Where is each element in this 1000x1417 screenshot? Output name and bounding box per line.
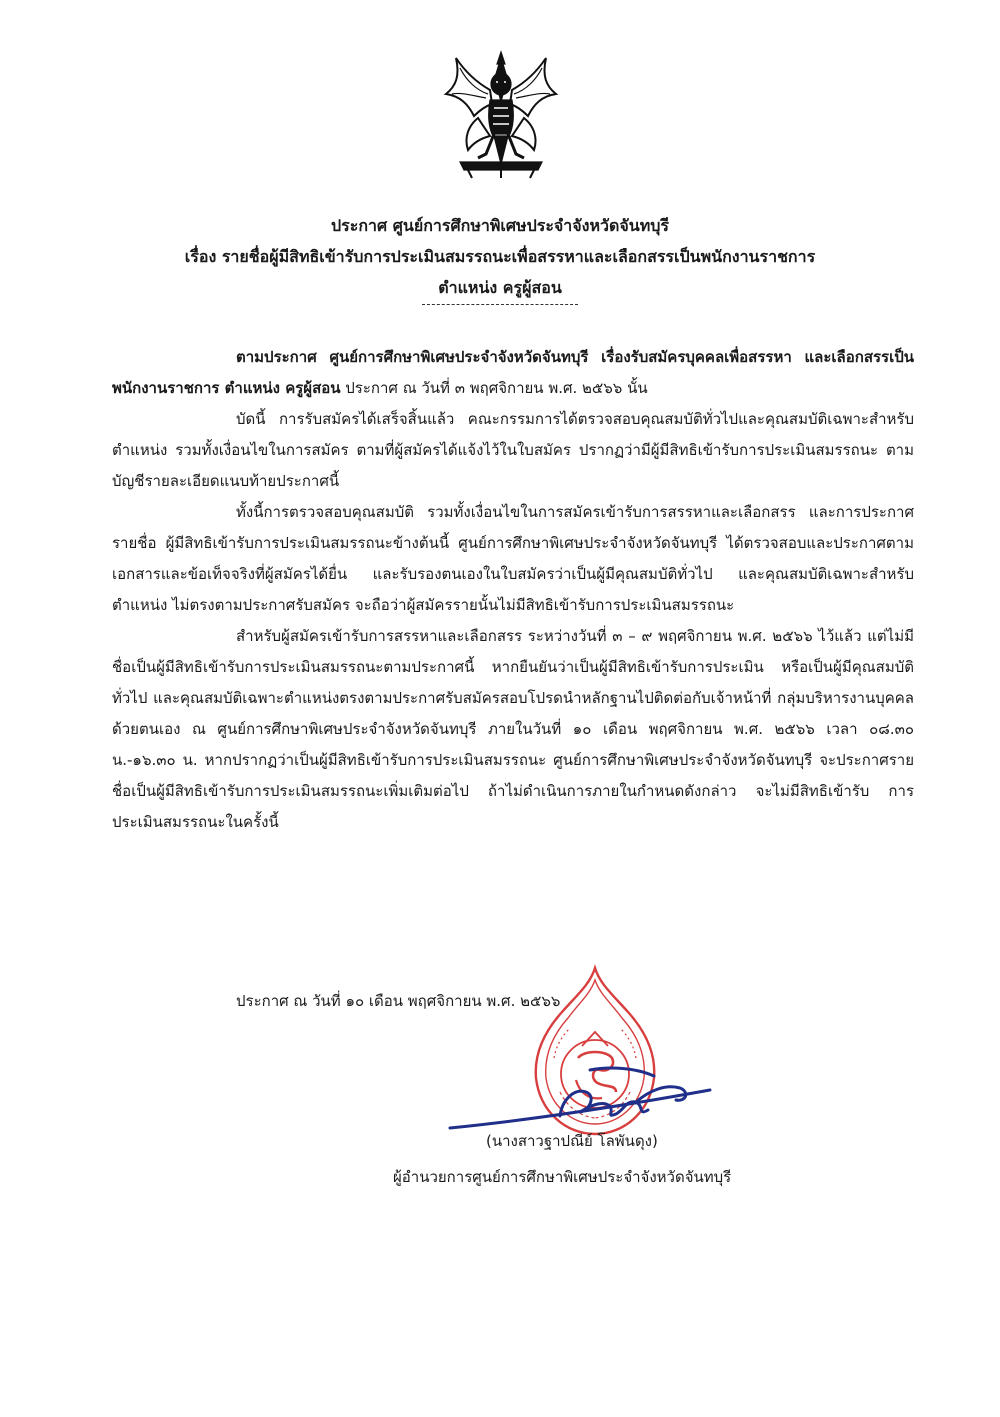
announcement-header (0, 210, 1000, 303)
signer-position: ผู้อำนวยการศูนย์การศึกษาพิเศษประจำจังหวัดจันทบุรี (393, 1168, 732, 1186)
paragraph-4: สำหรับผู้สมัครเข้ารับการสรรหาและเลือกสรร ระหว่างวันที่ ๓ – ๙ พฤศจิกายน พ.ศ. ๒๕๖๖ ไว้แล้ว แต่ไม่มีชื่อเป็นผู้มีสิทธิเข้ารับการประเมินสมรรถนะตามประกาศนี้ หากยืนยันว่าเป็นผู้มีสิทธิเข้ารับการประเมิน หรือเป็นผู้มีคุณสมบัติทั่วไป และคุณสมบัติเฉพาะตำแหน่งตรงตามประกาศรับสมัครสอบโปรดนำหลักฐานไปติดต่อกับเจ้าหน้าที่ กลุ่มบริหารงานบุคคล ด้วยตนเอง ณ ศูนย์การศึกษาพิเศษประจำจังหวัดจันทบุรี ภายในวันที่ ๑๐ เดือน พฤศจิกายน พ.ศ. ๒๕๖๖ เวลา ๐๘.๓๐ น.-๑๖.๓๐ น. หากปรากฏว่าเป็นผู้มีสิทธิเข้ารับการประเมินสมรรถนะ ศูนย์การศึกษาพิเศษประจำจังหวัดจันทบุรี จะประกาศรายชื่อเป็นผู้มีสิทธิเข้ารับการประเมินสมรรถนะเพิ่มเติมต่อไป ถ้าไม่ดำเนินการภายในกำหนดดังกล่าว จะไม่มีสิทธิเข้ารับ การประเมินสมรรถนะในครั้งนี้ (112, 627, 914, 831)
announcement-title: ประกาศ ศูนย์การศึกษาพิเศษประจำจังหวัดจันทบุรี (331, 216, 669, 235)
paragraph-1-date: ประกาศ ณ วันที่ ๓ พฤศจิกายน พ.ศ. ๒๕๖๖ นั้น (340, 379, 648, 397)
paragraph-1-bold: ตามประกาศ ศูนย์การศึกษาพิเศษประจำจังหวัดจันทบุรี เรื่องรับสมัครบุคคลเพื่อสรรหา และเลือกสรรเป็นพนักงานราชการ ตำแหน่ง ครูผู้สอน (112, 348, 914, 397)
paragraph-3: ทั้งนี้การตรวจสอบคุณสมบัติ รวมทั้งเงื่อนไขในการสมัครเข้ารับการสรรหาและเลือกสรร และการประกาศรายชื่อ ผู้มีสิทธิเข้ารับการประเมินสมรรถนะข้างต้นนี้ ศูนย์การศึกษาพิเศษประจำจังหวัดจันทบุรี ได้ตรวจสอบและประกาศตามเอกสารและข้อเท็จจริงที่ผู้สมัครได้ยื่น และรับรองตนเองในใบสมัครว่าเป็นผู้มีคุณสมบัติทั่วไป และคุณสมบัติเฉพาะสำหรับตำแหน่ง ไม่ตรงตามประกาศรับสมัคร จะถือว่าผู้สมัครรายนั้นไม่มีสิทธิเข้ารับการประเมินสมรรถนะ (112, 503, 914, 614)
garuda-emblem-icon (438, 50, 564, 180)
paragraph-2: บัดนี้ การรับสมัครได้เสร็จสิ้นแล้ว คณะกรรมการได้ตรวจสอบคุณสมบัติทั่วไปและคุณสมบัติเฉพาะสำหรับตำแหน่ง รวมทั้งเงื่อนไขในการสมัคร ตามที่ผู้สมัครได้แจ้งไว้ในใบสมัคร ปรากฏว่ามีผู้มีสิทธิเข้ารับการประเมินสมรรถนะ ตามบัญชีรายละเอียดแนบท้ายประกาศนี้ (112, 410, 914, 490)
paragraph-1 (112, 342, 914, 404)
announcement-position: ตำแหน่ง ครูผู้สอน (438, 278, 562, 297)
announcement-subject: เรื่อง รายชื่อผู้มีสิทธิเข้ารับการประเมินสมรรถนะเพื่อสรรหาและเลือกสรรเป็นพนักงานราชการ (184, 247, 816, 266)
announcement-dateline: ประกาศ ณ วันที่ ๑๐ เดือน พฤศจิกายน พ.ศ. ๒๕๖๖ (236, 992, 561, 1010)
signer-name: (นางสาวฐาปณีย์ โลพันดุง) (486, 1132, 658, 1150)
announcement-body (112, 342, 914, 838)
header-divider (422, 304, 578, 305)
